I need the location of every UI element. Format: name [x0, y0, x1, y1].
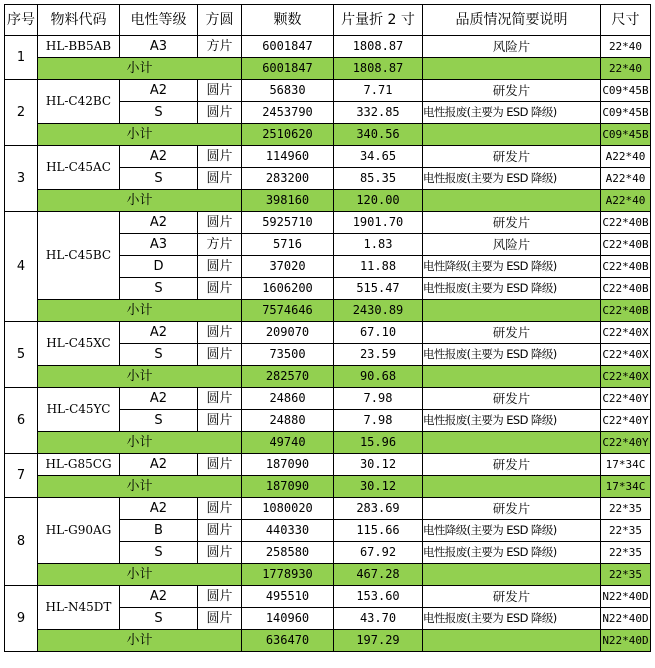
count-cell: 24880 — [242, 410, 334, 432]
subtotal-size: A22*40 — [601, 190, 651, 212]
subtotal-note — [423, 476, 601, 498]
size-cell: C22*40B — [601, 278, 651, 300]
count-cell: 6001847 — [242, 36, 334, 58]
quality-note-cell: 电性报废(主要为 ESD 降级) — [423, 410, 601, 432]
subtotal-pieces: 1808.87 — [334, 58, 423, 80]
size-cell: 22*35 — [601, 498, 651, 520]
count-cell: 2453790 — [242, 102, 334, 124]
subtotal-label: 小计 — [38, 476, 242, 498]
size-cell: C22*40B — [601, 212, 651, 234]
table-row — [5, 498, 651, 520]
shape-cell: 圆片 — [198, 344, 242, 366]
shape-cell: 圆片 — [198, 256, 242, 278]
subtotal-label: 小计 — [38, 564, 242, 586]
subtotal-label: 小计 — [38, 300, 242, 322]
size-cell: 22*35 — [601, 520, 651, 542]
inventory-table — [4, 4, 651, 652]
subtotal-size: 22*40 — [601, 58, 651, 80]
subtotal-label: 小计 — [38, 190, 242, 212]
subtotal-count: 1778930 — [242, 564, 334, 586]
header-count: 颗数 — [242, 5, 334, 36]
quality-note-cell: 电性降级(主要为 ESD 降级) — [423, 256, 601, 278]
seq-cell: 2 — [5, 80, 38, 146]
pieces-cell: 115.66 — [334, 520, 423, 542]
shape-cell: 圆片 — [198, 146, 242, 168]
shape-cell: 圆片 — [198, 586, 242, 608]
count-cell: 495510 — [242, 586, 334, 608]
size-cell: C22*40X — [601, 322, 651, 344]
quality-note-cell: 电性报废(主要为 ESD 降级) — [423, 168, 601, 190]
pieces-cell: 7.98 — [334, 388, 423, 410]
grade-cell: A2 — [120, 454, 198, 476]
count-cell: 283200 — [242, 168, 334, 190]
size-cell: A22*40 — [601, 146, 651, 168]
subtotal-row — [5, 476, 651, 498]
shape-cell: 圆片 — [198, 80, 242, 102]
subtotal-size: C22*40B — [601, 300, 651, 322]
size-cell: C22*40X — [601, 344, 651, 366]
subtotal-row — [5, 366, 651, 388]
shape-cell: 圆片 — [198, 388, 242, 410]
subtotal-label: 小计 — [38, 58, 242, 80]
size-cell: C22*40Y — [601, 388, 651, 410]
grade-cell: A2 — [120, 498, 198, 520]
material-code-cell: HL-BB5AB — [38, 36, 120, 58]
grade-cell: A2 — [120, 80, 198, 102]
quality-note-cell: 电性报废(主要为 ESD 降级) — [423, 344, 601, 366]
seq-cell: 1 — [5, 36, 38, 80]
quality-note-cell: 风险片 — [423, 234, 601, 256]
subtotal-pieces: 30.12 — [334, 476, 423, 498]
grade-cell: A2 — [120, 146, 198, 168]
grade-cell: A3 — [120, 234, 198, 256]
material-code-cell: HL-N45DT — [38, 586, 120, 630]
quality-note-cell: 研发片 — [423, 322, 601, 344]
grade-cell: B — [120, 520, 198, 542]
grade-cell: D — [120, 256, 198, 278]
quality-note-cell: 研发片 — [423, 586, 601, 608]
subtotal-row — [5, 58, 651, 80]
size-cell: C09*45B — [601, 80, 651, 102]
quality-note-cell: 电性报废(主要为 ESD 降级) — [423, 102, 601, 124]
subtotal-row — [5, 564, 651, 586]
pieces-cell: 67.92 — [334, 542, 423, 564]
quality-note-cell: 研发片 — [423, 80, 601, 102]
subtotal-count: 187090 — [242, 476, 334, 498]
shape-cell: 圆片 — [198, 322, 242, 344]
shape-cell: 圆片 — [198, 410, 242, 432]
material-code-cell: HL-C45XC — [38, 322, 120, 366]
size-cell: C09*45B — [601, 102, 651, 124]
subtotal-size: C09*45B — [601, 124, 651, 146]
material-code-cell: HL-G85CG — [38, 454, 120, 476]
shape-cell: 方片 — [198, 234, 242, 256]
size-cell: 17*34C — [601, 454, 651, 476]
material-code-cell: HL-C45AC — [38, 146, 120, 190]
subtotal-note — [423, 124, 601, 146]
quality-note-cell: 风险片 — [423, 36, 601, 58]
subtotal-count: 2510620 — [242, 124, 334, 146]
size-cell: 22*35 — [601, 542, 651, 564]
grade-cell: S — [120, 344, 198, 366]
pieces-cell: 515.47 — [334, 278, 423, 300]
subtotal-pieces: 467.28 — [334, 564, 423, 586]
subtotal-note — [423, 190, 601, 212]
shape-cell: 圆片 — [198, 278, 242, 300]
shape-cell: 圆片 — [198, 520, 242, 542]
subtotal-row — [5, 124, 651, 146]
seq-cell: 3 — [5, 146, 38, 212]
subtotal-label: 小计 — [38, 366, 242, 388]
grade-cell: A2 — [120, 212, 198, 234]
shape-cell: 圆片 — [198, 608, 242, 630]
seq-cell: 8 — [5, 498, 38, 586]
pieces-cell: 43.70 — [334, 608, 423, 630]
subtotal-size: C22*40Y — [601, 432, 651, 454]
count-cell: 24860 — [242, 388, 334, 410]
subtotal-label: 小计 — [38, 124, 242, 146]
table-row — [5, 212, 651, 234]
pieces-cell: 1808.87 — [334, 36, 423, 58]
quality-note-cell: 电性报废(主要为 ESD 降级) — [423, 608, 601, 630]
subtotal-count: 398160 — [242, 190, 334, 212]
count-cell: 5716 — [242, 234, 334, 256]
header-pieces: 片量折 2 寸 — [334, 5, 423, 36]
material-code-cell: HL-C42BC — [38, 80, 120, 124]
grade-cell: A2 — [120, 322, 198, 344]
pieces-cell: 1.83 — [334, 234, 423, 256]
material-code-cell: HL-C45BC — [38, 212, 120, 300]
subtotal-note — [423, 366, 601, 388]
pieces-cell: 11.88 — [334, 256, 423, 278]
count-cell: 140960 — [242, 608, 334, 630]
subtotal-size: C22*40X — [601, 366, 651, 388]
grade-cell: A2 — [120, 586, 198, 608]
quality-note-cell: 电性报废(主要为 ESD 降级) — [423, 542, 601, 564]
subtotal-note — [423, 564, 601, 586]
quality-note-cell: 研发片 — [423, 388, 601, 410]
seq-cell: 7 — [5, 454, 38, 498]
subtotal-row — [5, 300, 651, 322]
grade-cell: S — [120, 168, 198, 190]
material-code-cell: HL-G90AG — [38, 498, 120, 564]
size-cell: A22*40 — [601, 168, 651, 190]
size-cell: N22*40D — [601, 586, 651, 608]
table-row — [5, 586, 651, 608]
count-cell: 5925710 — [242, 212, 334, 234]
header-electrical-grade: 电性等级 — [120, 5, 198, 36]
quality-note-cell: 研发片 — [423, 454, 601, 476]
subtotal-note — [423, 630, 601, 652]
pieces-cell: 23.59 — [334, 344, 423, 366]
subtotal-size: 17*34C — [601, 476, 651, 498]
table-row — [5, 36, 651, 58]
table-row — [5, 388, 651, 410]
subtotal-row — [5, 190, 651, 212]
pieces-cell: 1901.70 — [334, 212, 423, 234]
subtotal-label: 小计 — [38, 630, 242, 652]
table-row — [5, 322, 651, 344]
count-cell: 440330 — [242, 520, 334, 542]
shape-cell: 圆片 — [198, 454, 242, 476]
count-cell: 73500 — [242, 344, 334, 366]
shape-cell: 圆片 — [198, 542, 242, 564]
pieces-cell: 67.10 — [334, 322, 423, 344]
pieces-cell: 30.12 — [334, 454, 423, 476]
shape-cell: 方片 — [198, 36, 242, 58]
header-size: 尺寸 — [601, 5, 651, 36]
count-cell: 56830 — [242, 80, 334, 102]
table-row — [5, 454, 651, 476]
grade-cell: A2 — [120, 388, 198, 410]
pieces-cell: 85.35 — [334, 168, 423, 190]
pieces-cell: 7.98 — [334, 410, 423, 432]
subtotal-pieces: 2430.89 — [334, 300, 423, 322]
pieces-cell: 34.65 — [334, 146, 423, 168]
shape-cell: 圆片 — [198, 212, 242, 234]
pieces-cell: 332.85 — [334, 102, 423, 124]
size-cell: C22*40B — [601, 256, 651, 278]
grade-cell: S — [120, 102, 198, 124]
size-cell: C22*40B — [601, 234, 651, 256]
table-row — [5, 146, 651, 168]
grade-cell: S — [120, 410, 198, 432]
subtotal-label: 小计 — [38, 432, 242, 454]
grade-cell: S — [120, 542, 198, 564]
subtotal-row — [5, 432, 651, 454]
header-seq: 序号 — [5, 5, 38, 36]
count-cell: 114960 — [242, 146, 334, 168]
count-cell: 37020 — [242, 256, 334, 278]
shape-cell: 圆片 — [198, 168, 242, 190]
header-shape: 方圆 — [198, 5, 242, 36]
material-code-cell: HL-C45YC — [38, 388, 120, 432]
shape-cell: 圆片 — [198, 102, 242, 124]
table-row — [5, 80, 651, 102]
subtotal-pieces: 120.00 — [334, 190, 423, 212]
quality-note-cell: 研发片 — [423, 146, 601, 168]
quality-note-cell: 电性报废(主要为 ESD 降级) — [423, 278, 601, 300]
quality-note-cell: 研发片 — [423, 498, 601, 520]
subtotal-count: 636470 — [242, 630, 334, 652]
subtotal-row — [5, 630, 651, 652]
size-cell: N22*40D — [601, 608, 651, 630]
quality-note-cell: 电性降级(主要为 ESD 降级) — [423, 520, 601, 542]
subtotal-pieces: 90.68 — [334, 366, 423, 388]
seq-cell: 5 — [5, 322, 38, 388]
subtotal-count: 282570 — [242, 366, 334, 388]
seq-cell: 6 — [5, 388, 38, 454]
shape-cell: 圆片 — [198, 498, 242, 520]
count-cell: 1606200 — [242, 278, 334, 300]
seq-cell: 9 — [5, 586, 38, 652]
subtotal-pieces: 15.96 — [334, 432, 423, 454]
grade-cell: S — [120, 278, 198, 300]
pieces-cell: 7.71 — [334, 80, 423, 102]
grade-cell: A3 — [120, 36, 198, 58]
subtotal-pieces: 340.56 — [334, 124, 423, 146]
header-quality-note: 品质情况简要说明 — [423, 5, 601, 36]
seq-cell: 4 — [5, 212, 38, 322]
count-cell: 209070 — [242, 322, 334, 344]
subtotal-note — [423, 300, 601, 322]
table-body — [5, 36, 651, 652]
size-cell: C22*40Y — [601, 410, 651, 432]
subtotal-count: 49740 — [242, 432, 334, 454]
count-cell: 187090 — [242, 454, 334, 476]
pieces-cell: 153.60 — [334, 586, 423, 608]
quality-note-cell: 研发片 — [423, 212, 601, 234]
subtotal-count: 7574646 — [242, 300, 334, 322]
subtotal-count: 6001847 — [242, 58, 334, 80]
subtotal-pieces: 197.29 — [334, 630, 423, 652]
size-cell: 22*40 — [601, 36, 651, 58]
subtotal-size: N22*40D — [601, 630, 651, 652]
header-material-code: 物料代码 — [38, 5, 120, 36]
subtotal-note — [423, 58, 601, 80]
grade-cell: S — [120, 608, 198, 630]
subtotal-note — [423, 432, 601, 454]
count-cell: 1080020 — [242, 498, 334, 520]
pieces-cell: 283.69 — [334, 498, 423, 520]
header-row — [5, 5, 651, 36]
count-cell: 258580 — [242, 542, 334, 564]
subtotal-size: 22*35 — [601, 564, 651, 586]
